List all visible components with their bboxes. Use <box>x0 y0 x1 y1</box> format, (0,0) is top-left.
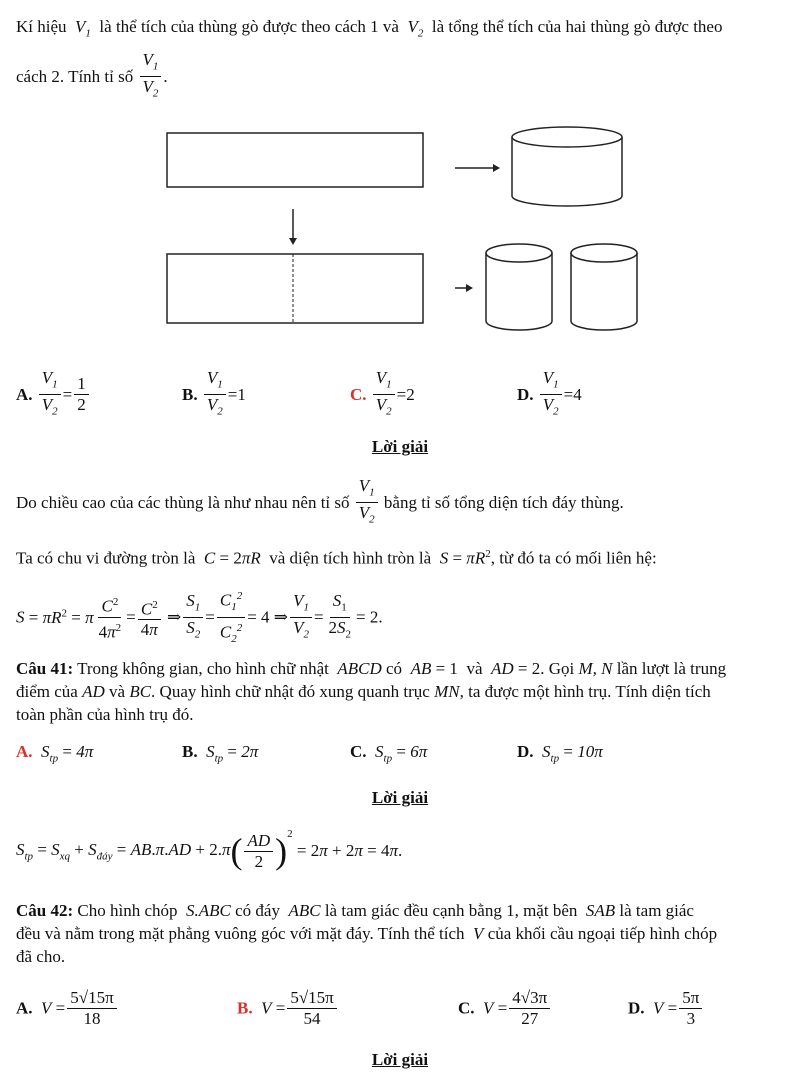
option-label: A. <box>16 384 33 404</box>
q42-option-d[interactable]: D. V = $\frac{5\pi}{3}$ <box>628 988 704 1029</box>
q40-solution-line-2: Ta có chu vi đường tròn là C = 2πR và diện tích hình tròn là $S = \pi R^2$, từ đó ta có mối liên hệ: <box>16 548 657 568</box>
intro-text: là thể tích của thùng gò được theo cách 1 và <box>99 17 399 36</box>
ratio-fraction: $\frac{V_1}{V_2}$ <box>356 476 378 530</box>
question-text: có đáy <box>235 901 280 920</box>
intro-line-2: cách 2. Tính tỉ số $\frac{V_1}{V_2}$ . <box>16 50 168 104</box>
q42-option-b[interactable]: B. V = $\frac{5√15\pi}{54}$ <box>237 988 339 1029</box>
option-label: B. <box>182 742 198 761</box>
q40-solution-line-1 <box>16 476 624 530</box>
question-text: , ta được một hình trụ. Tính diện tích <box>459 682 711 701</box>
answer-value: 10π <box>577 742 603 761</box>
large-cylinder <box>512 127 622 206</box>
solution-text: Do chiều cao của các thùng là như nhau nên tỉ số <box>16 492 350 512</box>
answer-num: 1 <box>74 374 89 395</box>
q40-option-a[interactable]: A. $\frac{V_1}{V_2}$ = $\frac{1}{2}$ <box>16 368 91 422</box>
question-text: lần lượt là trung <box>616 659 727 678</box>
q41-solution-formula: $S_{tp} = S_{xq} + S_{đáy} = AB.\pi.AD + 2.\pi$( $\frac{AD}{2}$ )$^2$ = 2π + 2π = 4π. <box>16 828 403 872</box>
question-text: . Gọi <box>540 659 575 678</box>
solution-text: , từ đó ta có mối liên hệ: <box>490 548 657 568</box>
question-text: và <box>466 659 483 678</box>
q40-derivation: $S = \pi R^2 = \pi$ $\frac{C^2}{4\pi^2}$ = $\frac{C^2}{4\pi}$ ⇒ $\frac{S_1}{S_2}$ = $\frac{C_1^2}{C_2^2}$ = 4 ⇒ $\frac{V_1}{V_2}$ = $\frac{S_1}{2S_2}$ = 2. <box>16 586 383 649</box>
option-label: C. <box>458 998 475 1018</box>
question-text: và <box>109 682 126 701</box>
question-text: của khối cầu ngoại tiếp hình chóp <box>487 924 718 943</box>
answer-num: 5π <box>679 988 702 1009</box>
intro-line-1 <box>16 17 722 39</box>
q41-solution-heading: Lời giải <box>371 788 429 807</box>
answer-den: 27 <box>521 1009 539 1028</box>
q40-option-d[interactable]: D. $\frac{V_1}{V_2}$ =4 <box>517 368 582 422</box>
intro-text: là tổng thể tích của hai thùng gò được theo <box>431 17 723 36</box>
answer-value: 6π <box>410 742 428 761</box>
q41-option-c[interactable]: C. $S_{tp} = 6\pi$ <box>350 742 428 765</box>
arrow-head-1 <box>493 164 500 172</box>
question-text: là tam giác đều cạnh bằng 1, mặt bên <box>324 901 578 920</box>
option-label-correct: B. <box>237 998 253 1018</box>
math-v1: $V_1$ <box>70 17 91 40</box>
rectangle-sheet-1 <box>167 133 423 187</box>
answer-den: 2 <box>77 395 86 415</box>
formula-circumference: C <box>199 548 216 568</box>
option-label: D. <box>628 998 645 1018</box>
question-label: Câu 41: <box>16 659 74 678</box>
math-v2: $V_2$ <box>403 17 424 40</box>
question-text: . Quay hình chữ nhật đó xung quanh trục <box>151 682 430 701</box>
q41-option-d[interactable]: D. $S_{tp} = 10\pi$ <box>517 742 603 765</box>
question-text: điểm của <box>16 682 78 701</box>
answer-num: 5√15π <box>67 988 116 1009</box>
option-label-correct: A. <box>16 742 33 761</box>
answer-num: 4√3π <box>509 988 550 1009</box>
arrow-head-down <box>289 238 297 245</box>
q41-option-b[interactable]: B. $S_{tp} = 2\pi$ <box>182 742 259 765</box>
rectangle-sheet-2 <box>167 254 423 323</box>
answer-fraction <box>74 374 89 415</box>
question-label: Câu 42: <box>16 901 74 920</box>
answer-num: 5√15π <box>287 988 336 1009</box>
q42-option-a[interactable]: A. V = $\frac{5√15\pi}{18}$ <box>16 988 119 1029</box>
q41-question: Câu 41: Trong không gian, cho hình chữ nhật ABCD có AB = 1 và AD = 2. Gọi M, N lần lượt là trung điểm của AD và BC. Quay hình chữ nhật đó xung quanh trục MN, ta được một hình trụ. Tính diện tích toàn phần của hình trụ đó. <box>16 659 727 724</box>
answer-den: 3 <box>686 1009 696 1028</box>
ratio-fraction: $\frac{V_1}{V_2}$ <box>540 368 562 422</box>
question-text: Trong không gian, cho hình chữ nhật <box>77 659 329 678</box>
answer-value: 2π <box>241 742 259 761</box>
intro-text: Kí hiệu <box>16 17 67 36</box>
option-label-correct: C. <box>350 384 367 404</box>
q41-option-a[interactable]: A. $S_{tp} = 4\pi$ <box>16 742 94 765</box>
q42-question: Câu 42: Cho hình chóp S.ABC có đáy ABC là tam giác đều cạnh bằng 1, mặt bên SAB là tam giác đều và nằm trong mặt phẳng vuông góc với mặt đáy. Tính thể tích V của khối cầu ngoại tiếp hình chóp đã cho. <box>16 901 718 966</box>
small-cylinder-2 <box>571 244 637 330</box>
answer-value: 2 <box>406 384 415 404</box>
barrel-diagram <box>150 112 670 337</box>
ratio-v1-v2: $\frac{V_1}{V_2}$ <box>140 50 162 104</box>
small-cylinder-1 <box>486 244 552 330</box>
answer-value: 4 <box>573 384 582 404</box>
q40-option-c[interactable]: C. $\frac{V_1}{V_2}$ =2 <box>350 368 415 422</box>
arrow-head-2 <box>466 284 473 292</box>
question-text: Cho hình chóp <box>77 901 178 920</box>
answer-den: 18 <box>83 1009 101 1028</box>
solution-text: và diện tích hình tròn là <box>269 548 432 568</box>
solution-text: bằng tỉ số tổng diện tích đáy thùng. <box>383 492 624 512</box>
ratio-fraction: $\frac{V_1}{V_2}$ <box>373 368 395 422</box>
answer-value: 4π <box>76 742 94 761</box>
question-text: đều và nằm trong mặt phẳng vuông góc với mặt đáy. Tính thể tích <box>16 924 465 943</box>
option-label: A. <box>16 998 33 1018</box>
answer-den: 54 <box>303 1009 321 1028</box>
question-text: toàn phần của hình trụ đó. <box>16 705 194 724</box>
option-label: B. <box>182 384 198 404</box>
q42-solution-heading: Lời giải <box>371 1050 429 1069</box>
option-label: D. <box>517 742 534 761</box>
intro-text: cách 2. Tính tỉ số <box>16 66 134 86</box>
q42-option-c[interactable]: C. V = $\frac{4√3\pi}{27}$ <box>458 988 552 1029</box>
question-text: là tam giác <box>619 901 694 920</box>
answer-value: 1 <box>237 384 246 404</box>
formula-area: S <box>435 548 449 568</box>
ratio-fraction: $\frac{V_1}{V_2}$ <box>39 368 61 422</box>
option-label: C. <box>350 742 367 761</box>
q40-option-b[interactable]: B. $\frac{V_1}{V_2}$ =1 <box>182 368 246 422</box>
option-label: D. <box>517 384 534 404</box>
q40-solution-heading: Lời giải <box>371 437 429 456</box>
question-text: có <box>386 659 403 678</box>
solution-text: Ta có chu vi đường tròn là <box>16 548 196 568</box>
ratio-fraction: $\frac{V_1}{V_2}$ <box>204 368 226 422</box>
question-text: đã cho. <box>16 947 66 966</box>
